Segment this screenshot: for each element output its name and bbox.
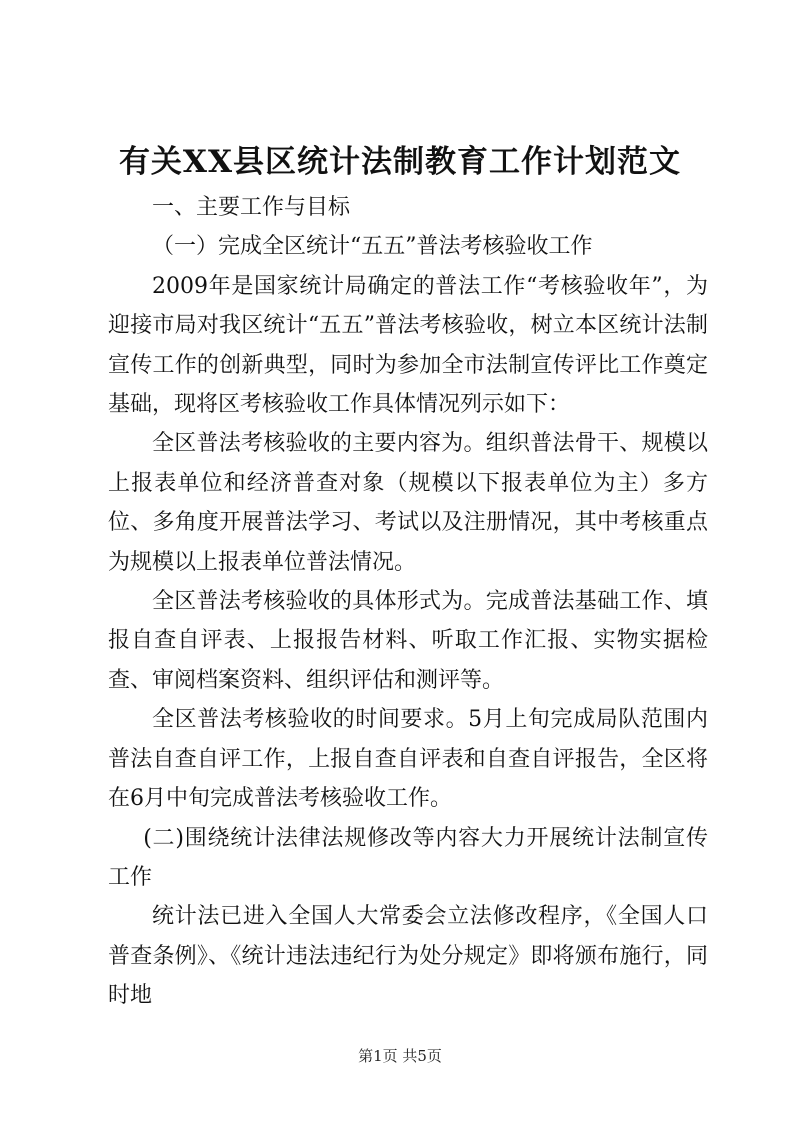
body-paragraph: 全区普法考核验收的主要内容为。组织普法骨干、规模以上报表单位和经济普查对象（规模以下报表单位为主）多方位、多角度开展普法学习、考试以及注册情况，其中考核重点为规模以上报表单位普法情况。 (108, 431, 708, 575)
subsection-heading: (二)围绕统计法律法规修改等内容大力开展统计法制宣传工作 (108, 825, 708, 890)
page-footer: 第1页 共5页 (358, 1047, 442, 1065)
subsection-heading: （一）完成全区统计“五五”普法考核验收工作 (152, 234, 593, 260)
body-paragraph: 全区普法考核验收的具体形式为。完成普法基础工作、填报自查自评表、上报报告材料、听取工作汇报、实物实据检查、审阅档案资料、组织评估和测评等。 (108, 589, 708, 693)
section-heading: 一、主要工作与目标 (152, 195, 351, 220)
body-paragraph: 全区普法考核验收的时间要求。5月上旬完成局队范围内普法自查自评工作，上报自查自评表和自查自评报告，全区将在6月中旬完成普法考核验收工作。 (108, 707, 708, 812)
body-paragraph: 统计法已进入全国人大常委会立法修改程序，《全国人口普查条例》、《统计违法违纪行为处分规定》即将颁布施行，同时地 (108, 904, 708, 1009)
body-paragraph: 2009年是国家统计局确定的普法工作“考核验收年”，为迎接市局对我区统计“五五”普法考核验收，树立本区统计法制宣传工作的创新典型，同时为参加全市法制宣传评比工作奠定基础，现将区考核验收工作具体情况列示如下： (108, 273, 708, 418)
document-title: 有关XX县区统计法制教育工作计划范文 (118, 144, 682, 180)
document-body (108, 188, 708, 1016)
